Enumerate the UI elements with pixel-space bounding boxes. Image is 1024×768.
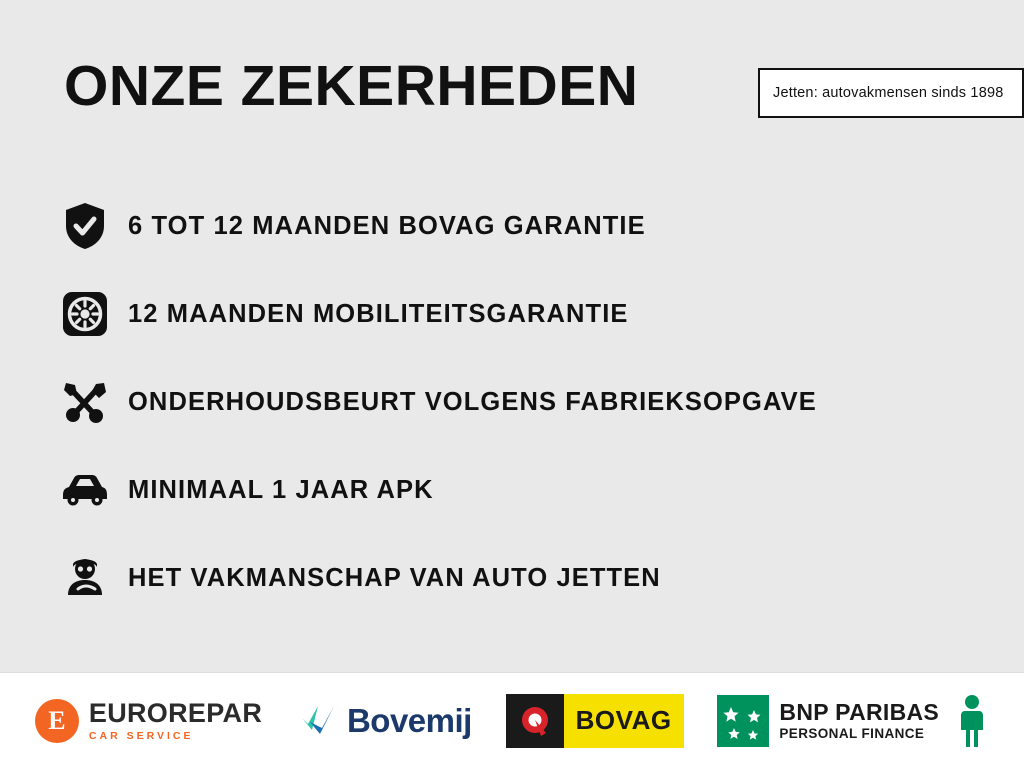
eurorepar-mark-icon xyxy=(35,699,79,743)
bnp-paribas-logo xyxy=(717,693,989,749)
header xyxy=(0,0,1024,170)
shield-check-icon xyxy=(54,198,116,254)
tools-wrench-screwdriver-icon xyxy=(54,374,116,430)
page-title: ONZE ZEKERHEDEN xyxy=(64,54,639,118)
bovemij-check-icon xyxy=(296,700,338,742)
tire-wheel-icon xyxy=(54,286,116,342)
bovag-wordmark-panel xyxy=(564,694,684,748)
bovag-seal-icon xyxy=(506,694,564,748)
list-item-label: 6 TOT 12 MAANDEN BOVAG GARANTIE xyxy=(128,211,646,240)
list-item xyxy=(54,534,1024,622)
bovag-wordmark: BOVAG xyxy=(575,705,672,735)
eurorepar-logo xyxy=(35,699,262,743)
partner-logo-bar xyxy=(0,672,1024,768)
bnp-stars-icon xyxy=(717,695,769,747)
list-item-label: HET VAKMANSCHAP VAN AUTO JETTEN xyxy=(128,563,661,592)
bnp-mascot-icon xyxy=(955,693,989,749)
bnp-wordmark xyxy=(779,700,939,741)
features-list xyxy=(0,170,1024,672)
list-item xyxy=(54,446,1024,534)
list-item xyxy=(54,182,1024,270)
bnp-subtitle: PERSONAL FINANCE xyxy=(779,725,925,741)
car-icon xyxy=(54,462,116,518)
list-item-label: ONDERHOUDSBEURT VOLGENS FABRIEKSOPGAVE xyxy=(128,387,817,416)
mechanic-person-icon xyxy=(54,550,116,606)
eurorepar-subtitle: CAR SERVICE xyxy=(88,729,194,742)
eurorepar-wordmark xyxy=(88,697,263,742)
tagline-text: Jetten: autovakmensen sinds 1898 xyxy=(773,85,1004,101)
list-item-label: 12 MAANDEN MOBILITEITSGARANTIE xyxy=(128,299,629,328)
eurorepar-mark-letter: E xyxy=(48,705,66,735)
bovag-logo xyxy=(506,694,684,748)
bovemij-wordmark: Bovemij xyxy=(346,701,472,739)
bovemij-logo xyxy=(296,700,472,742)
bnp-name: BNP PARIBAS xyxy=(779,698,940,725)
eurorepar-name: EUROREPAR xyxy=(88,697,263,728)
list-item xyxy=(54,358,1024,446)
tagline-box xyxy=(758,68,1024,118)
list-item xyxy=(54,270,1024,358)
list-item-label: MINIMAAL 1 JAAR APK xyxy=(128,475,434,504)
